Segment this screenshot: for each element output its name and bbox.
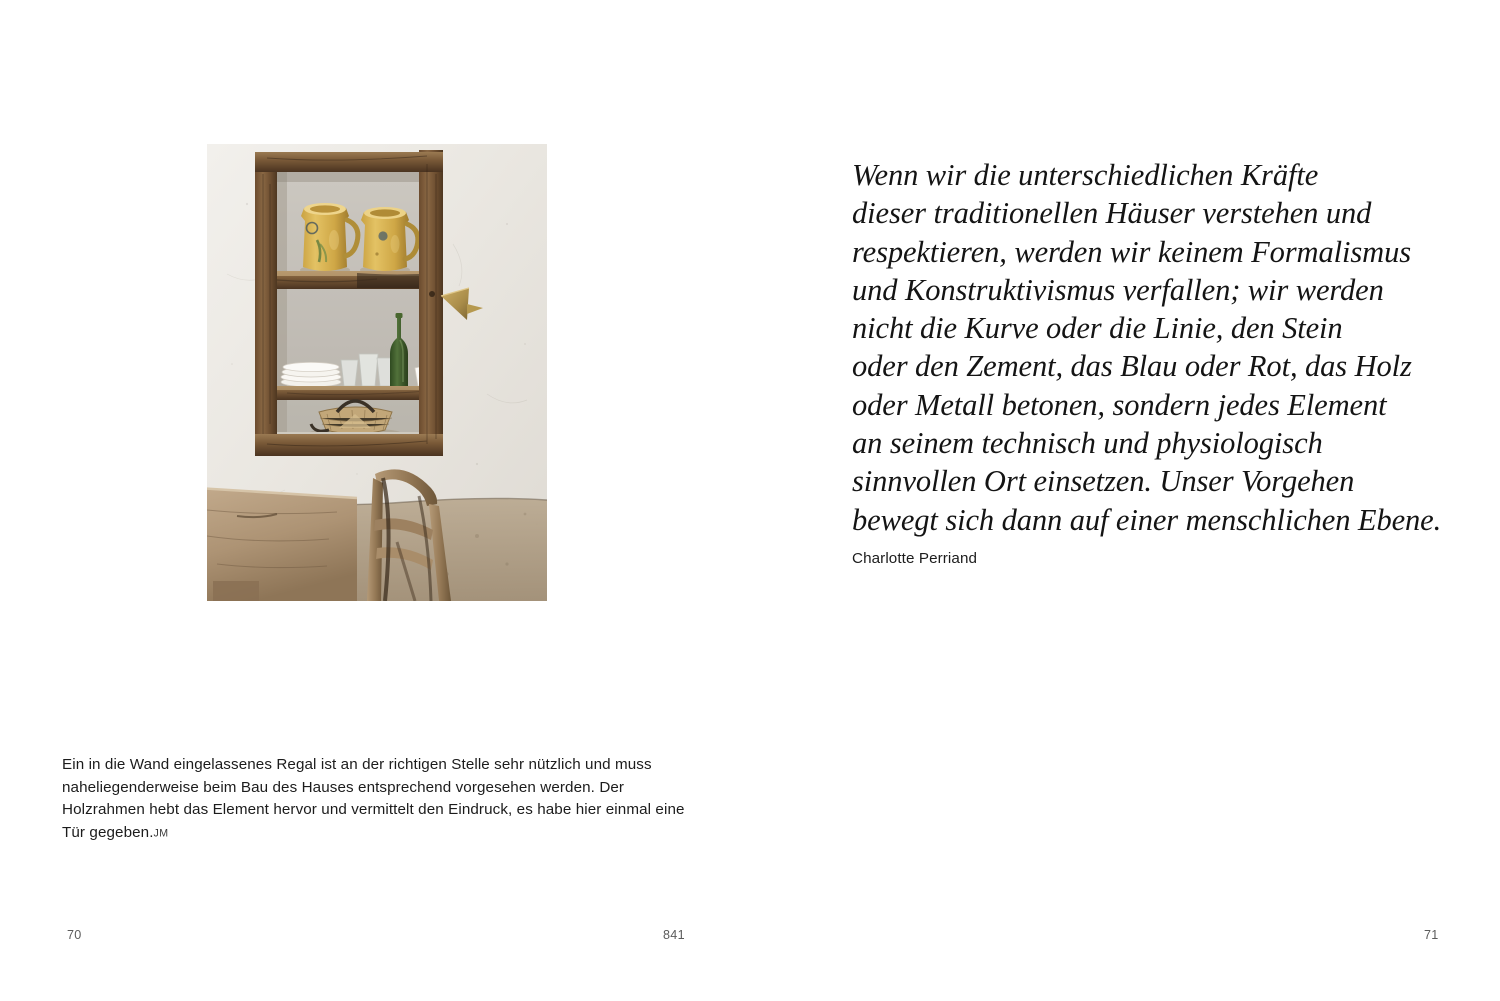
photograph-illustration [207,144,547,601]
quote-line: oder den Zement, das Blau oder Rot, das Holz [852,349,1412,384]
quote-line: bewegt sich dann auf einer menschlichen Ebene. [852,502,1442,537]
quote-line: oder Metall betonen, sondern jedes Element [852,387,1387,422]
folio-left-page-number: 70 [67,928,82,942]
plate-number: 841 [663,928,685,942]
photograph-rustic-interior-shelf [207,144,547,601]
frame-left-post [255,152,277,452]
figure-caption [62,754,702,845]
pull-quote [852,156,1500,569]
quote-line: Wenn wir die unterschiedlichen Kräfte [852,158,1319,192]
stacked-plates [281,362,341,387]
quote-line: und Konstruktivismus verfallen; wir werden [852,272,1384,307]
folio-right-page-number: 71 [1424,928,1439,942]
quote-line: an seinem technisch und physiologisch [852,426,1323,461]
caption-credit: JM [153,827,169,840]
right-page [750,0,1500,1001]
quote-line: sinnvollen Ort einsetzen. Unser Vorgehen [852,464,1355,499]
quote-line: nicht die Kurve oder die Linie, den Stein [852,311,1343,346]
wooden-table [207,488,357,601]
caption-text: Ein in die Wand eingelassenes Regal ist an der richtigen Stelle sehr nützlich und muss naheliegenderweise beim Bau des Hauses entsprechend vorgesehen werden. Der Holzrahmen hebt das Element hervor und vermittelt den Eindruck, es habe hier einmal eine Tür gegeben. [62,756,685,841]
quote-line: dieser traditionellen Häuser verstehen und [852,196,1372,231]
quote-line: respektieren, werden wir keinem Formalismus [852,234,1411,269]
frame-top-rail [255,152,443,172]
quote-text [852,156,1500,539]
frame-right-post [419,150,443,452]
quote-attribution: Charlotte Perriand [852,549,978,567]
